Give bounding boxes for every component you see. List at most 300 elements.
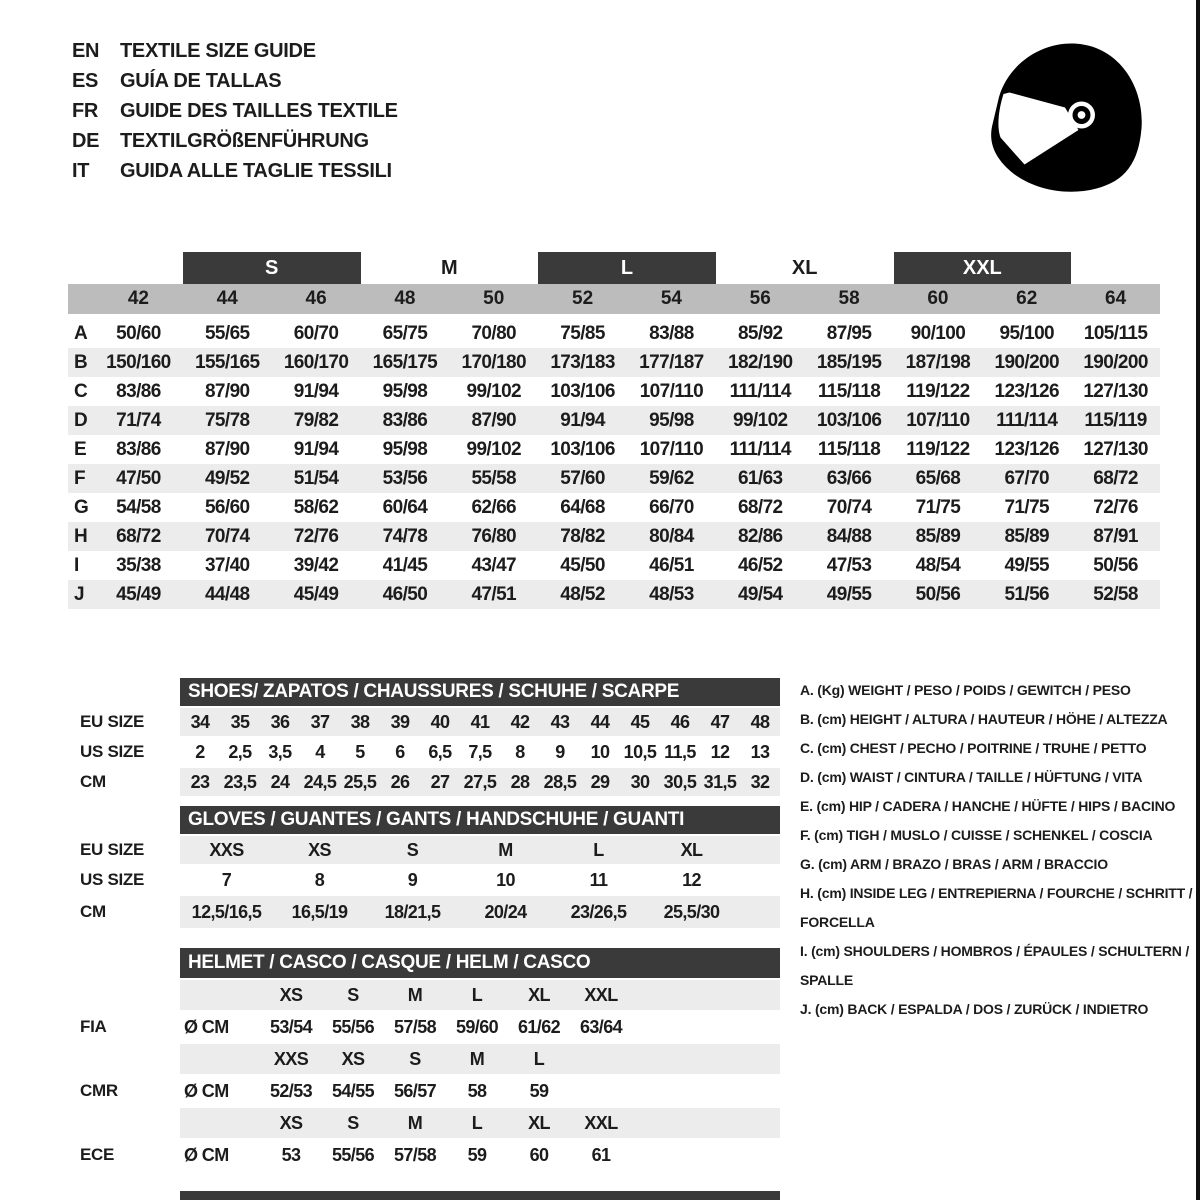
measurement-value: 48/54 bbox=[915, 554, 961, 576]
size-row-cm bbox=[80, 768, 790, 796]
language-code: DE bbox=[72, 129, 100, 152]
size-value: 20/24 bbox=[484, 901, 527, 922]
measurement-value: 177/187 bbox=[639, 351, 704, 373]
measurement-value: 103/106 bbox=[550, 438, 615, 460]
measurement-value: 123/126 bbox=[994, 380, 1059, 402]
language-row bbox=[72, 66, 398, 96]
gloves-table-header bbox=[180, 806, 780, 834]
helmet-size-label: M bbox=[407, 1112, 423, 1133]
size-value: 6 bbox=[395, 741, 405, 762]
row-letter: F bbox=[74, 467, 86, 489]
unit-label: Ø CM bbox=[184, 1080, 229, 1101]
size-value: 3,5 bbox=[268, 741, 292, 762]
helmet-size-label: XL bbox=[528, 984, 550, 1005]
measurement-value: 70/74 bbox=[826, 496, 872, 518]
size-value: 8 bbox=[314, 869, 325, 890]
row-label: EU SIZE bbox=[80, 840, 145, 859]
size-value: 5 bbox=[355, 741, 365, 762]
size-value: 38 bbox=[350, 711, 370, 732]
measurement-row-e bbox=[68, 435, 1160, 464]
measurement-value: 76/80 bbox=[471, 525, 517, 547]
value-band bbox=[180, 836, 780, 864]
helmet-table-title: HELMET / CASCO / CASQUE / HELM / CASCO bbox=[188, 952, 591, 973]
measurement-value: 85/89 bbox=[915, 525, 961, 547]
helmet-size-label: XS bbox=[341, 1048, 365, 1069]
value-band bbox=[180, 768, 780, 796]
shoes-table-title: SHOES/ ZAPATOS / CHAUSSURES / SCHUHE / SCARPE bbox=[188, 681, 680, 702]
size-value: 25,5 bbox=[343, 771, 377, 792]
measurement-value: 64/68 bbox=[560, 496, 605, 518]
measurement-value: 56/60 bbox=[204, 496, 250, 518]
size-value: 6,5 bbox=[428, 741, 452, 762]
row-letter: H bbox=[74, 525, 88, 547]
measurement-value: 103/106 bbox=[550, 380, 615, 402]
measurement-row-i bbox=[68, 551, 1160, 580]
measurement-value: 45/50 bbox=[560, 554, 605, 576]
measurement-value: 85/92 bbox=[737, 322, 783, 344]
size-label: 60 bbox=[927, 288, 949, 309]
measurement-value: 84/88 bbox=[826, 525, 872, 547]
measurement-value: 75/78 bbox=[204, 409, 250, 431]
measurement-value: 165/175 bbox=[372, 351, 438, 373]
size-value: 40 bbox=[430, 711, 450, 732]
size-value: 26 bbox=[390, 771, 410, 792]
size-value: 43 bbox=[550, 711, 570, 732]
size-label: 56 bbox=[749, 288, 771, 309]
measurement-value: 111/114 bbox=[729, 380, 791, 402]
helmet-size-value: 61/62 bbox=[517, 1016, 561, 1037]
measurement-value: 111/114 bbox=[996, 409, 1058, 431]
standard-label: ECE bbox=[80, 1145, 115, 1164]
size-label: 64 bbox=[1105, 288, 1127, 309]
row-label: CM bbox=[80, 772, 106, 791]
value-band bbox=[180, 738, 780, 766]
size-value: 45 bbox=[630, 711, 650, 732]
measurement-value: 66/70 bbox=[649, 496, 694, 518]
helmet-size-label: XXS bbox=[273, 1048, 309, 1069]
helmet-size-value: 55/56 bbox=[331, 1144, 375, 1165]
helmet-size-value: 53 bbox=[281, 1144, 301, 1165]
standard-label: CMR bbox=[80, 1081, 118, 1100]
guide-title: TEXTILGRÖßENFÜHRUNG bbox=[120, 129, 369, 152]
measurement-value: 48/52 bbox=[560, 583, 605, 605]
measurement-value: 99/102 bbox=[732, 409, 788, 431]
size-value: 24,5 bbox=[303, 771, 337, 792]
helmet-size-value: 59/60 bbox=[455, 1016, 499, 1037]
measurement-value: 61/63 bbox=[737, 467, 783, 489]
size-value: 23 bbox=[190, 771, 210, 792]
measurement-value: 83/88 bbox=[649, 322, 694, 344]
size-group-spacer bbox=[1071, 252, 1160, 284]
helmet-size-row-cmr bbox=[80, 1044, 790, 1074]
size-value: 25,5/30 bbox=[663, 901, 720, 922]
measurement-value: 53/56 bbox=[382, 467, 428, 489]
legend-item: F. (cm) TIGH / MUSLO / CUISSE / SCHENKEL / COSCIA bbox=[800, 827, 1153, 843]
size-value: 12,5/16,5 bbox=[191, 901, 262, 922]
helmet-size-value: 55/56 bbox=[331, 1016, 375, 1037]
measurement-legend bbox=[800, 676, 1198, 1024]
measurement-value: 39/42 bbox=[293, 554, 339, 576]
helmet-value-row-fia bbox=[80, 1012, 790, 1042]
legend-item: A. (Kg) WEIGHT / PESO / POIDS / GEWITCH / PESO bbox=[800, 682, 1131, 698]
row-label: US SIZE bbox=[80, 742, 145, 761]
measurement-value: 70/80 bbox=[471, 322, 517, 344]
row-letter: C bbox=[74, 380, 88, 402]
measurement-value: 82/86 bbox=[737, 525, 783, 547]
helmet-size-value: 61 bbox=[591, 1144, 611, 1165]
size-band bbox=[180, 1108, 780, 1138]
language-code: FR bbox=[72, 99, 99, 122]
measurement-value: 41/45 bbox=[382, 554, 428, 576]
measurement-value: 71/74 bbox=[116, 409, 161, 431]
measurement-value: 74/78 bbox=[382, 525, 428, 547]
measurement-value: 87/90 bbox=[204, 438, 250, 460]
unit-spacer bbox=[180, 1044, 260, 1074]
helmet-size-label: L bbox=[533, 1048, 545, 1069]
size-value: 13 bbox=[750, 741, 770, 762]
size-label: 52 bbox=[572, 288, 594, 309]
size-value: 7 bbox=[221, 869, 232, 890]
helmet-size-table bbox=[80, 980, 790, 1170]
measurement-value: 46/50 bbox=[382, 583, 428, 605]
measurement-value: 58/62 bbox=[293, 496, 339, 518]
measurement-value: 71/75 bbox=[915, 496, 961, 518]
size-value: 42 bbox=[510, 711, 530, 732]
measurement-value: 91/94 bbox=[560, 409, 605, 431]
row-label: CM bbox=[80, 902, 106, 921]
measurement-value: 95/100 bbox=[999, 322, 1054, 344]
size-value: 27 bbox=[430, 771, 450, 792]
shoes-table-header bbox=[180, 678, 780, 706]
size-band bbox=[180, 980, 780, 1010]
measurement-value: 190/200 bbox=[994, 351, 1059, 373]
size-value: 37 bbox=[310, 711, 330, 732]
measurement-value: 47/53 bbox=[826, 554, 872, 576]
measurement-value: 67/70 bbox=[1004, 467, 1050, 489]
measurement-value: 111/114 bbox=[729, 438, 791, 460]
size-group-spacer bbox=[68, 252, 183, 284]
size-label: 44 bbox=[216, 288, 238, 309]
row-letter: E bbox=[74, 438, 87, 460]
size-label: 50 bbox=[483, 288, 505, 309]
measurement-row-a bbox=[68, 319, 1160, 348]
size-band bbox=[180, 1044, 780, 1074]
measurement-value: 57/60 bbox=[560, 467, 605, 489]
measurement-row-d bbox=[68, 406, 1160, 435]
size-group-l: L bbox=[538, 252, 716, 284]
helmet-size-value: 58 bbox=[467, 1080, 487, 1101]
size-value: 31,5 bbox=[703, 771, 737, 792]
measurement-value: 60/70 bbox=[293, 322, 339, 344]
helmet-size-section bbox=[80, 948, 790, 1172]
measurement-value: 185/195 bbox=[816, 351, 882, 373]
gloves-size-section bbox=[80, 806, 790, 930]
legend-item: G. (cm) ARM / BRAZO / BRAS / ARM / BRACCIO bbox=[800, 856, 1108, 872]
helmet-value-row-cmr bbox=[80, 1076, 790, 1106]
measurement-value: 187/198 bbox=[905, 351, 971, 373]
measurement-value: 87/90 bbox=[471, 409, 517, 431]
measurement-value: 78/82 bbox=[560, 525, 605, 547]
measurement-value: 85/89 bbox=[1004, 525, 1050, 547]
measurement-value: 83/86 bbox=[116, 380, 161, 402]
row-letter: J bbox=[74, 583, 85, 605]
measurement-value: 80/84 bbox=[649, 525, 694, 547]
row-label: EU SIZE bbox=[80, 712, 145, 731]
measurement-value: 46/51 bbox=[649, 554, 694, 576]
measurement-value: 173/183 bbox=[550, 351, 615, 373]
helmet-size-label: L bbox=[471, 984, 483, 1005]
legend-item: I. (cm) SHOULDERS / HOMBROS / ÉPAULES / SCHULTERN / SPALLE bbox=[800, 943, 1190, 988]
measurement-value: 35/38 bbox=[116, 554, 161, 576]
measurement-value: 87/95 bbox=[826, 322, 872, 344]
measurement-row-b bbox=[68, 348, 1160, 377]
measurement-value: 49/55 bbox=[1004, 554, 1050, 576]
measurement-value: 160/170 bbox=[283, 351, 349, 373]
unit-label: Ø CM bbox=[184, 1016, 229, 1037]
size-value: 16,5/19 bbox=[291, 901, 348, 922]
measurement-value: 47/51 bbox=[471, 583, 517, 605]
measurement-value: 47/50 bbox=[116, 467, 161, 489]
size-value: 41 bbox=[470, 711, 490, 732]
standard-label: FIA bbox=[80, 1017, 107, 1036]
measurement-value: 99/102 bbox=[466, 438, 521, 460]
size-value: 2,5 bbox=[228, 741, 252, 762]
guide-title: GUIDA ALLE TAGLIE TESSILI bbox=[120, 159, 392, 182]
measurement-value: 150/160 bbox=[106, 351, 171, 373]
measurement-value: 72/76 bbox=[293, 525, 339, 547]
size-value: 24 bbox=[270, 771, 290, 792]
measurement-value: 43/47 bbox=[471, 554, 517, 576]
size-row-cm bbox=[80, 896, 790, 928]
size-value: 30,5 bbox=[663, 771, 697, 792]
measurement-value: 107/110 bbox=[639, 380, 704, 402]
measurement-value: 48/53 bbox=[649, 583, 694, 605]
language-title-list bbox=[72, 36, 398, 186]
measurement-value: 127/130 bbox=[1083, 438, 1148, 460]
measurement-value: 44/48 bbox=[204, 583, 250, 605]
measurement-row-g bbox=[68, 493, 1160, 522]
measurement-value: 107/110 bbox=[639, 438, 704, 460]
row-letter: B bbox=[74, 351, 88, 373]
size-value: 39 bbox=[390, 711, 410, 732]
measurement-value: 115/118 bbox=[817, 380, 881, 402]
measurement-value: 62/66 bbox=[471, 496, 517, 518]
measurement-value: 55/65 bbox=[204, 322, 250, 344]
helmet-size-label: XL bbox=[528, 1112, 550, 1133]
shoes-size-table bbox=[80, 708, 790, 796]
size-group-xxl: XXL bbox=[894, 252, 1072, 284]
helmet-value-row-ece bbox=[80, 1140, 790, 1170]
legend-item: B. (cm) HEIGHT / ALTURA / HAUTEUR / HÖHE / ALTEZZA bbox=[800, 711, 1168, 727]
size-value: M bbox=[498, 839, 513, 860]
measurement-value: 52/58 bbox=[1093, 583, 1138, 605]
row-label: US SIZE bbox=[80, 870, 145, 889]
size-value: 11 bbox=[589, 869, 608, 890]
value-band bbox=[180, 866, 780, 894]
value-band bbox=[180, 1076, 780, 1106]
helmet-size-value: 57/58 bbox=[393, 1016, 437, 1037]
measurement-value: 95/98 bbox=[649, 409, 694, 431]
helmet-size-label: XXL bbox=[584, 984, 618, 1005]
legend-item: H. (cm) INSIDE LEG / ENTREPIERNA / FOURCHE / SCHRITT / FORCELLA bbox=[800, 885, 1193, 930]
helmet-size-value: 52/53 bbox=[269, 1080, 313, 1101]
size-label: 62 bbox=[1016, 288, 1038, 309]
size-label: 42 bbox=[127, 288, 149, 309]
measurement-value: 170/180 bbox=[461, 351, 526, 373]
measurement-value: 68/72 bbox=[116, 525, 161, 547]
measurement-value: 83/86 bbox=[382, 409, 428, 431]
right-edge-scan-artifact bbox=[1196, 0, 1200, 1200]
helmet-size-value: 57/58 bbox=[393, 1144, 437, 1165]
size-label: 48 bbox=[394, 288, 416, 309]
size-row-us-size bbox=[80, 738, 790, 766]
measurement-value: 95/98 bbox=[382, 380, 428, 402]
measurement-value: 95/98 bbox=[382, 438, 428, 460]
measurement-value: 49/54 bbox=[737, 583, 783, 605]
size-value: 27,5 bbox=[463, 771, 497, 792]
measurement-value: 75/85 bbox=[560, 322, 605, 344]
language-row bbox=[72, 126, 398, 156]
measurement-value: 87/90 bbox=[204, 380, 250, 402]
size-group-row bbox=[68, 252, 1160, 284]
measurement-value: 59/62 bbox=[649, 467, 694, 489]
measurement-value: 65/68 bbox=[915, 467, 961, 489]
size-row-eu-size bbox=[80, 708, 790, 736]
helmet-size-label: S bbox=[347, 1112, 359, 1133]
measurement-value: 45/49 bbox=[116, 583, 161, 605]
helmet-size-value: 59 bbox=[529, 1080, 549, 1101]
value-band bbox=[180, 1140, 780, 1170]
language-row bbox=[72, 96, 398, 126]
measurement-value: 79/82 bbox=[293, 409, 339, 431]
size-group-s: S bbox=[183, 252, 361, 284]
measurement-value: 49/55 bbox=[826, 583, 872, 605]
row-label-spacer bbox=[80, 1108, 180, 1138]
language-row bbox=[72, 156, 398, 186]
size-value: 28,5 bbox=[543, 771, 577, 792]
measurement-value: 46/52 bbox=[737, 554, 783, 576]
visor-pivot-center bbox=[1078, 111, 1086, 119]
unit-spacer bbox=[180, 1108, 260, 1138]
measurement-value: 182/190 bbox=[728, 351, 793, 373]
row-letter: G bbox=[74, 496, 89, 518]
size-value: 29 bbox=[590, 771, 610, 792]
cropped-bottom-bar bbox=[180, 1191, 780, 1200]
measurement-value: 123/126 bbox=[994, 438, 1059, 460]
size-value: 12 bbox=[682, 869, 701, 890]
size-value: 4 bbox=[315, 741, 325, 762]
language-code: EN bbox=[72, 39, 100, 62]
unit-label: Ø CM bbox=[184, 1144, 229, 1165]
measurement-value: 45/49 bbox=[293, 583, 339, 605]
size-value: 10,5 bbox=[623, 741, 657, 762]
size-label: 54 bbox=[660, 288, 682, 309]
gloves-table-title: GLOVES / GUANTES / GANTS / HANDSCHUHE / GUANTI bbox=[188, 809, 685, 830]
legend-item: J. (cm) BACK / ESPALDA / DOS / ZURÜCK / INDIETRO bbox=[800, 1001, 1149, 1017]
row-letter: A bbox=[74, 322, 88, 344]
shoes-size-section bbox=[80, 678, 790, 798]
size-value: 48 bbox=[750, 711, 770, 732]
size-value: 23/26,5 bbox=[570, 901, 627, 922]
value-band bbox=[180, 708, 780, 736]
size-group-m: M bbox=[440, 256, 458, 279]
size-value: L bbox=[593, 839, 604, 860]
row-letter: I bbox=[74, 554, 80, 576]
size-value: 36 bbox=[270, 711, 290, 732]
helmet-size-label: M bbox=[469, 1048, 485, 1069]
helmet-size-row-ece bbox=[80, 1108, 790, 1138]
size-value: 23,5 bbox=[223, 771, 257, 792]
size-value: 18/21,5 bbox=[384, 901, 441, 922]
size-group-xl: XL bbox=[791, 256, 818, 279]
size-row-us-size bbox=[80, 866, 790, 894]
measurement-value: 72/76 bbox=[1093, 496, 1138, 518]
measurement-value: 155/165 bbox=[195, 351, 260, 373]
legend-item: C. (cm) CHEST / PECHO / POITRINE / TRUHE / PETTO bbox=[800, 740, 1147, 756]
value-band bbox=[180, 1012, 780, 1042]
helmet-size-label: M bbox=[407, 984, 423, 1005]
measurement-value: 65/75 bbox=[382, 322, 428, 344]
row-label-spacer bbox=[80, 1044, 180, 1074]
helmet-size-label: S bbox=[347, 984, 359, 1005]
size-value: 35 bbox=[230, 711, 250, 732]
measurement-value: 105/115 bbox=[1083, 322, 1148, 344]
legend-item: D. (cm) WAIST / CINTURA / TAILLE / HÜFTUNG / VITA bbox=[800, 769, 1143, 785]
size-value: 12 bbox=[710, 741, 730, 762]
measurement-row-c bbox=[68, 377, 1160, 406]
size-value: 34 bbox=[190, 711, 210, 732]
size-value: XL bbox=[680, 839, 703, 860]
racing-helmet-icon bbox=[975, 36, 1155, 206]
language-code: IT bbox=[72, 159, 90, 182]
measurement-value: 91/94 bbox=[293, 380, 339, 402]
measurement-value: 107/110 bbox=[906, 409, 970, 431]
measurement-value: 127/130 bbox=[1083, 380, 1148, 402]
legend-item: E. (cm) HIP / CADERA / HANCHE / HÜFTE / HIPS / BACINO bbox=[800, 798, 1176, 814]
measurement-value: 37/40 bbox=[204, 554, 250, 576]
size-value: XXS bbox=[209, 839, 244, 860]
gloves-size-table bbox=[80, 836, 790, 928]
measurement-value: 115/119 bbox=[1084, 409, 1147, 431]
measurement-value: 68/72 bbox=[1093, 467, 1138, 489]
measurement-value: 68/72 bbox=[737, 496, 783, 518]
measurement-value: 49/52 bbox=[204, 467, 250, 489]
measurement-value: 50/56 bbox=[1093, 554, 1138, 576]
helmet-size-value: 56/57 bbox=[393, 1080, 437, 1101]
measurement-value: 91/94 bbox=[293, 438, 339, 460]
size-value: 11,5 bbox=[664, 741, 696, 762]
helmet-size-value: 63/64 bbox=[579, 1016, 623, 1037]
row-label-spacer bbox=[80, 980, 180, 1010]
size-value: 10 bbox=[496, 869, 515, 890]
size-value: 30 bbox=[630, 771, 650, 792]
size-value: 32 bbox=[750, 771, 770, 792]
measurement-value: 119/122 bbox=[906, 438, 970, 460]
size-value: 9 bbox=[555, 741, 565, 762]
size-value: 46 bbox=[670, 711, 690, 732]
size-value: 47 bbox=[710, 711, 730, 732]
size-value: 2 bbox=[195, 741, 205, 762]
value-band bbox=[180, 896, 780, 928]
numeric-size-row bbox=[68, 284, 1160, 314]
language-row bbox=[72, 36, 398, 66]
size-label: 58 bbox=[838, 288, 860, 309]
helmet-size-value: 60 bbox=[529, 1144, 549, 1165]
measurement-value: 50/56 bbox=[915, 583, 961, 605]
size-value: 44 bbox=[590, 711, 610, 732]
helmet-size-label: XS bbox=[279, 984, 303, 1005]
helmet-size-value: 53/54 bbox=[269, 1016, 313, 1037]
